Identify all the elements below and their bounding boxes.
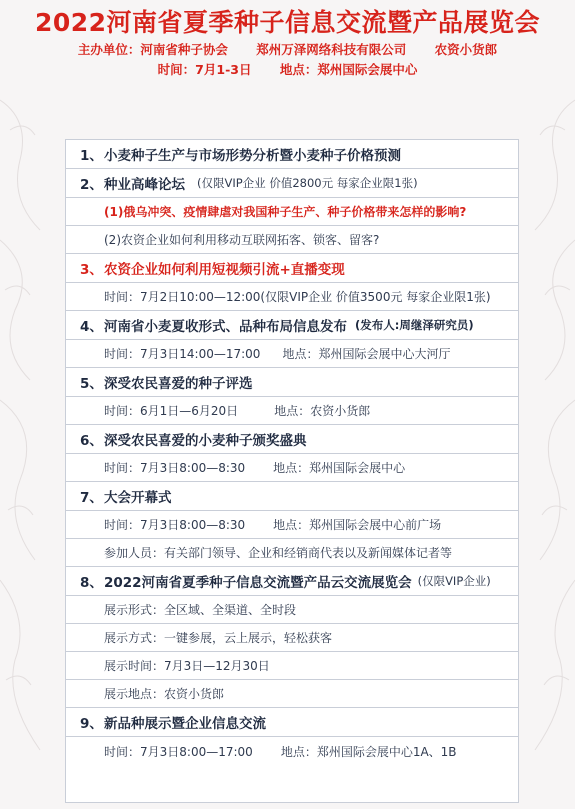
agenda-item-4 [66, 311, 518, 340]
time-text: 展示时间：7月3日—12月30日 [104, 659, 270, 673]
organizer-2: 郑州万泽网络科技有限公司 [256, 42, 407, 57]
item-number: 2、 [80, 177, 103, 193]
item-note: (仅限VIP企业) [417, 574, 491, 588]
agenda-item-9 [66, 708, 518, 737]
item-number: 4、 [80, 319, 103, 335]
subtopic-text: (1)俄乌冲突、疫情肆虐对我国种子生产、种子价格带来怎样的影响? [104, 205, 467, 219]
time-text: 时间：6月1日—6月20日 [104, 404, 239, 418]
agenda-item-1 [66, 140, 518, 169]
organizers-label: 主办单位： [77, 42, 141, 57]
time-text: 时间：7月3日14:00—17:00 [104, 347, 261, 361]
item-9-time-place [66, 737, 518, 765]
page-header [0, 0, 575, 80]
item-8-form [66, 596, 518, 624]
decorative-leaf-pattern-left [0, 60, 60, 809]
item-title: 2022河南省夏季种子信息交流暨产品云交流展览会 [104, 575, 412, 591]
time-place-line [0, 60, 575, 80]
agenda-item-5 [66, 368, 518, 397]
agenda-item-6 [66, 425, 518, 454]
item-number: 6、 [80, 433, 103, 449]
time-text: 时间：7月3日8:00—8:30 [104, 518, 246, 532]
place-text: 地点：郑州国际会展中心前广场 [273, 518, 442, 532]
place-text: 地点：郑州国际会展中心大河厅 [282, 347, 451, 361]
item-title: 河南省小麦夏收形式、品种布局信息发布 [104, 319, 347, 335]
item-title: 小麦种子生产与市场形势分析暨小麦种子价格预测 [104, 148, 401, 164]
item-title: 种业高峰论坛 [104, 177, 185, 193]
item-title: 深受农民喜爱的小麦种子颁奖盛典 [104, 433, 307, 449]
item-5-time-place [66, 397, 518, 425]
item-2-subtopic-1 [66, 198, 518, 226]
subtopic-text: (2)农资企业如何利用移动互联网拓客、锁客、留客? [104, 233, 380, 247]
item-title: 农资企业如何利用短视频引流+直播变现 [104, 262, 345, 278]
agenda-table [65, 139, 519, 803]
item-number: 3、 [80, 262, 103, 278]
item-note: (发布人:周继泽研究员) [355, 318, 474, 332]
item-2-subtopic-2 [66, 226, 518, 254]
item-7-attendees [66, 539, 518, 567]
place-text: 地点：郑州国际会展中心 [273, 461, 406, 475]
organizers-line [0, 40, 575, 60]
item-number: 1、 [80, 148, 103, 164]
organizer-1: 河南省种子协会 [140, 42, 228, 57]
item-title: 大会开幕式 [104, 490, 172, 506]
item-6-time-place [66, 454, 518, 482]
item-number: 9、 [80, 716, 103, 732]
place-text: 地点：农资小货郎 [274, 404, 371, 418]
agenda-item-2 [66, 169, 518, 198]
item-8-place [66, 680, 518, 708]
item-number: 5、 [80, 376, 103, 392]
item-number: 7、 [80, 490, 103, 506]
agenda-item-3 [66, 254, 518, 283]
time-text: 时间：7月3日8:00—17:00 [104, 744, 253, 759]
item-title: 新品种展示暨企业信息交流 [104, 716, 266, 732]
event-place: 地点：郑州国际会展中心 [279, 62, 418, 77]
item-note: (仅限VIP企业 价值2800元 每家企业限1张) [197, 176, 418, 190]
form-text: 展示形式：全区域、全渠道、全时段 [104, 603, 297, 617]
time-text: 时间：7月3日8:00—8:30 [104, 461, 246, 475]
detail-text: 时间：7月2日10:00—12:00(仅限VIP企业 价值3500元 每家企业限1张) [104, 290, 491, 304]
organizers [78, 42, 228, 57]
item-8-time [66, 652, 518, 680]
page-title: 2022河南省夏季种子信息交流暨产品展览会 [34, 8, 541, 37]
item-7-time-place [66, 511, 518, 539]
item-4-time-place [66, 340, 518, 368]
event-time: 时间：7月1-3日 [157, 62, 252, 77]
item-8-method [66, 624, 518, 652]
item-title: 深受农民喜爱的种子评选 [104, 376, 253, 392]
agenda-item-7 [66, 482, 518, 511]
item-3-detail [66, 283, 518, 311]
organizer-3: 农资小货郎 [434, 42, 498, 57]
place-text: 展示地点：农资小货郎 [104, 687, 225, 701]
decorative-leaf-pattern-right [515, 60, 575, 809]
item-number: 8、 [80, 575, 103, 591]
agenda-item-8 [66, 567, 518, 596]
place-text: 地点：郑州国际会展中心1A、1B [280, 744, 457, 759]
attendees-text: 参加人员：有关部门领导、企业和经销商代表以及新闻媒体记者等 [104, 546, 453, 560]
method-text: 展示方式：一键参展，云上展示，轻松获客 [104, 631, 333, 645]
